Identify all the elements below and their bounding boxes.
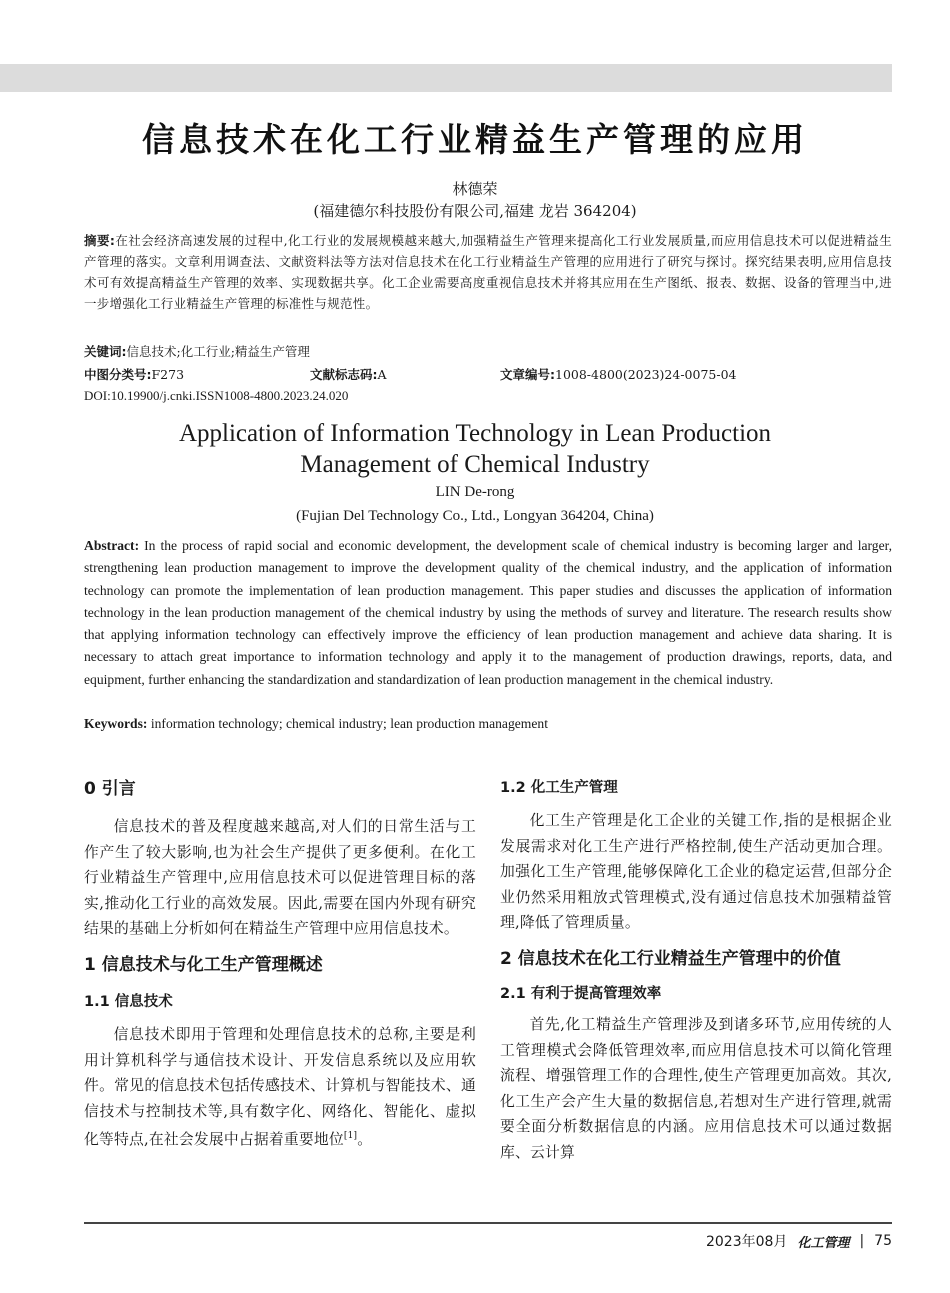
article-label: 文章编号: bbox=[500, 367, 555, 382]
right-column bbox=[500, 772, 892, 1166]
header-band bbox=[0, 64, 892, 92]
english-affiliation: (Fujian Del Technology Co., Ltd., Longyan 364204, China) bbox=[296, 508, 654, 524]
abstract-cn-label: 摘要: bbox=[84, 233, 116, 248]
english-abstract-text: In the process of rapid social and economic development, the development scale of chemical industry is becoming larger and larger, strengthening lean production management to improve the development quality of the chemical industry, and the application of information technology can promote the implementation of lean production management. This paper studies and discusses the application of information technology in the lean production management of the chemical industry by using the methods of survey and literature. The research results show that applying information technology can effectively improve the efficiency of lean production management and achieve data sharing. It is necessary to attach great importance to information technology and apply it to the management of production drawings, reports, data, and equipment, further enhancing the standardization and standardization of lean production management in the chemical industry. bbox=[84, 538, 892, 687]
doc-label: 文献标志码: bbox=[310, 367, 378, 382]
footer-divider bbox=[84, 1222, 892, 1224]
author: 林德荣 bbox=[452, 180, 498, 198]
section-2-1-heading: 2.1 有利于提高管理效率 bbox=[500, 985, 662, 1002]
english-title bbox=[0, 418, 950, 480]
page-footer bbox=[706, 1231, 892, 1251]
english-title-line1: Application of Information Technology in Lean Production bbox=[178, 420, 772, 447]
clc-value: F273 bbox=[151, 367, 185, 382]
affiliation: (福建德尔科技股份有限公司,福建 龙岩 364204) bbox=[313, 202, 637, 220]
doc-value: A bbox=[377, 367, 387, 382]
english-author: LIN De-rong bbox=[435, 484, 515, 500]
section-2-1-text: 首先,化工精益生产管理涉及到诸多环节,应用传统的人工管理模式会降低管理效率,而应用信息技术可以简化管理流程、增强管理工作的合理性,使生产管理更加高效。其次,化工生产会产生大量的数据信息,若想对生产进行管理,就需要全面分析数据信息的内涵。应用信息技术可以通过数据库、云计算 bbox=[500, 1015, 892, 1161]
left-column bbox=[84, 772, 476, 1153]
article-value: 1008-4800(2023)24-0075-04 bbox=[555, 367, 737, 382]
citation-ref: [1] bbox=[343, 1131, 358, 1142]
keywords-cn-text: 信息技术;化工行业;精益生产管理 bbox=[126, 344, 310, 359]
section-1-1-heading: 1.1 信息技术 bbox=[84, 993, 173, 1010]
section-1-2-heading: 1.2 化工生产管理 bbox=[500, 780, 618, 796]
abstract-cn bbox=[84, 230, 892, 314]
keywords-cn-label: 关键词: bbox=[84, 344, 127, 359]
paper-title: 信息技术在化工行业精益生产管理的应用 bbox=[142, 120, 808, 159]
abstract-cn-text: 在社会经济高速发展的过程中,化工行业的发展规模越来越大,加强精益生产管理来提高化工行业发展质量,而应用信息技术可以促进精益生产管理的落实。文章利用调查法、文献资料法等方法对信息技术在化工行业精益生产管理的应用进行了研究与探讨。探究结果表明,应用信息技术可有效提高精益生产管理的效率、实现数据共享。化工企业需要高度重视信息技术并将其应用在生产图纸、报表、数据、设备的管理当中,进一步增强化工行业精益生产管理的标准性与规范性。 bbox=[84, 233, 892, 311]
doc-code bbox=[310, 365, 387, 383]
english-keywords-text: information technology; chemical industry; lean production management bbox=[150, 716, 548, 731]
english-title-line2: Management of Chemical Industry bbox=[300, 451, 650, 478]
english-abstract-label: Abstract: bbox=[84, 538, 140, 553]
section-1-1-end: 。 bbox=[357, 1131, 373, 1149]
doi: DOI:10.19900/j.cnki.ISSN1008-4800.2023.24.020 bbox=[84, 388, 349, 403]
english-abstract bbox=[84, 535, 892, 691]
footer-date: 2023年08月 bbox=[705, 1234, 788, 1250]
clc-label: 中图分类号: bbox=[84, 367, 152, 382]
section-0-heading: 0 引言 bbox=[84, 779, 136, 799]
english-keywords bbox=[84, 716, 548, 732]
section-2-heading: 2 信息技术在化工行业精益生产管理中的价值 bbox=[500, 948, 841, 969]
english-keywords-label: Keywords: bbox=[84, 716, 148, 731]
section-1-2-text: 化工生产管理是化工企业的关键工作,指的是根据企业发展需求对化工生产进行严格控制,使生产活动更加合理。加强化工生产管理,能够保障化工企业的稳定运营,但部分企业仍然采用粗放式管理模式,没有通过信息技术加强精益管理,降低了管理质量。 bbox=[500, 812, 892, 932]
section-1-heading: 1 信息技术与化工生产管理概述 bbox=[84, 954, 323, 975]
article-number bbox=[500, 365, 736, 383]
section-0-text: 信息技术的普及程度越来越高,对人们的日常生活与工作产生了较大影响,也为社会生产提供了更多便利。在化工行业精益生产管理中,应用信息技术可以促进管理目标的落实,推动化工行业的高效发展。因此,需要在国内外现有研究结果的基础上分析如何在精益生产管理中应用信息技术。 bbox=[84, 818, 476, 938]
page-number: 75 bbox=[874, 1233, 892, 1249]
clc-number bbox=[84, 365, 184, 383]
section-1-1-text bbox=[84, 1022, 476, 1153]
keywords-cn bbox=[84, 342, 310, 360]
footer-separator: | bbox=[859, 1233, 865, 1249]
journal-logo: 化工管理 bbox=[797, 1235, 850, 1251]
section-1-1-body: 信息技术即用于管理和处理信息技术的总称,主要是利用计算机科学与通信技术设计、开发信息系统以及应用软件。常见的信息技术包括传感技术、计算机与智能技术、通信技术与控制技术等,具有数字化、网络化、智能化、虚拟化等特点,在社会发展中占据着重要地位 bbox=[84, 1025, 476, 1149]
